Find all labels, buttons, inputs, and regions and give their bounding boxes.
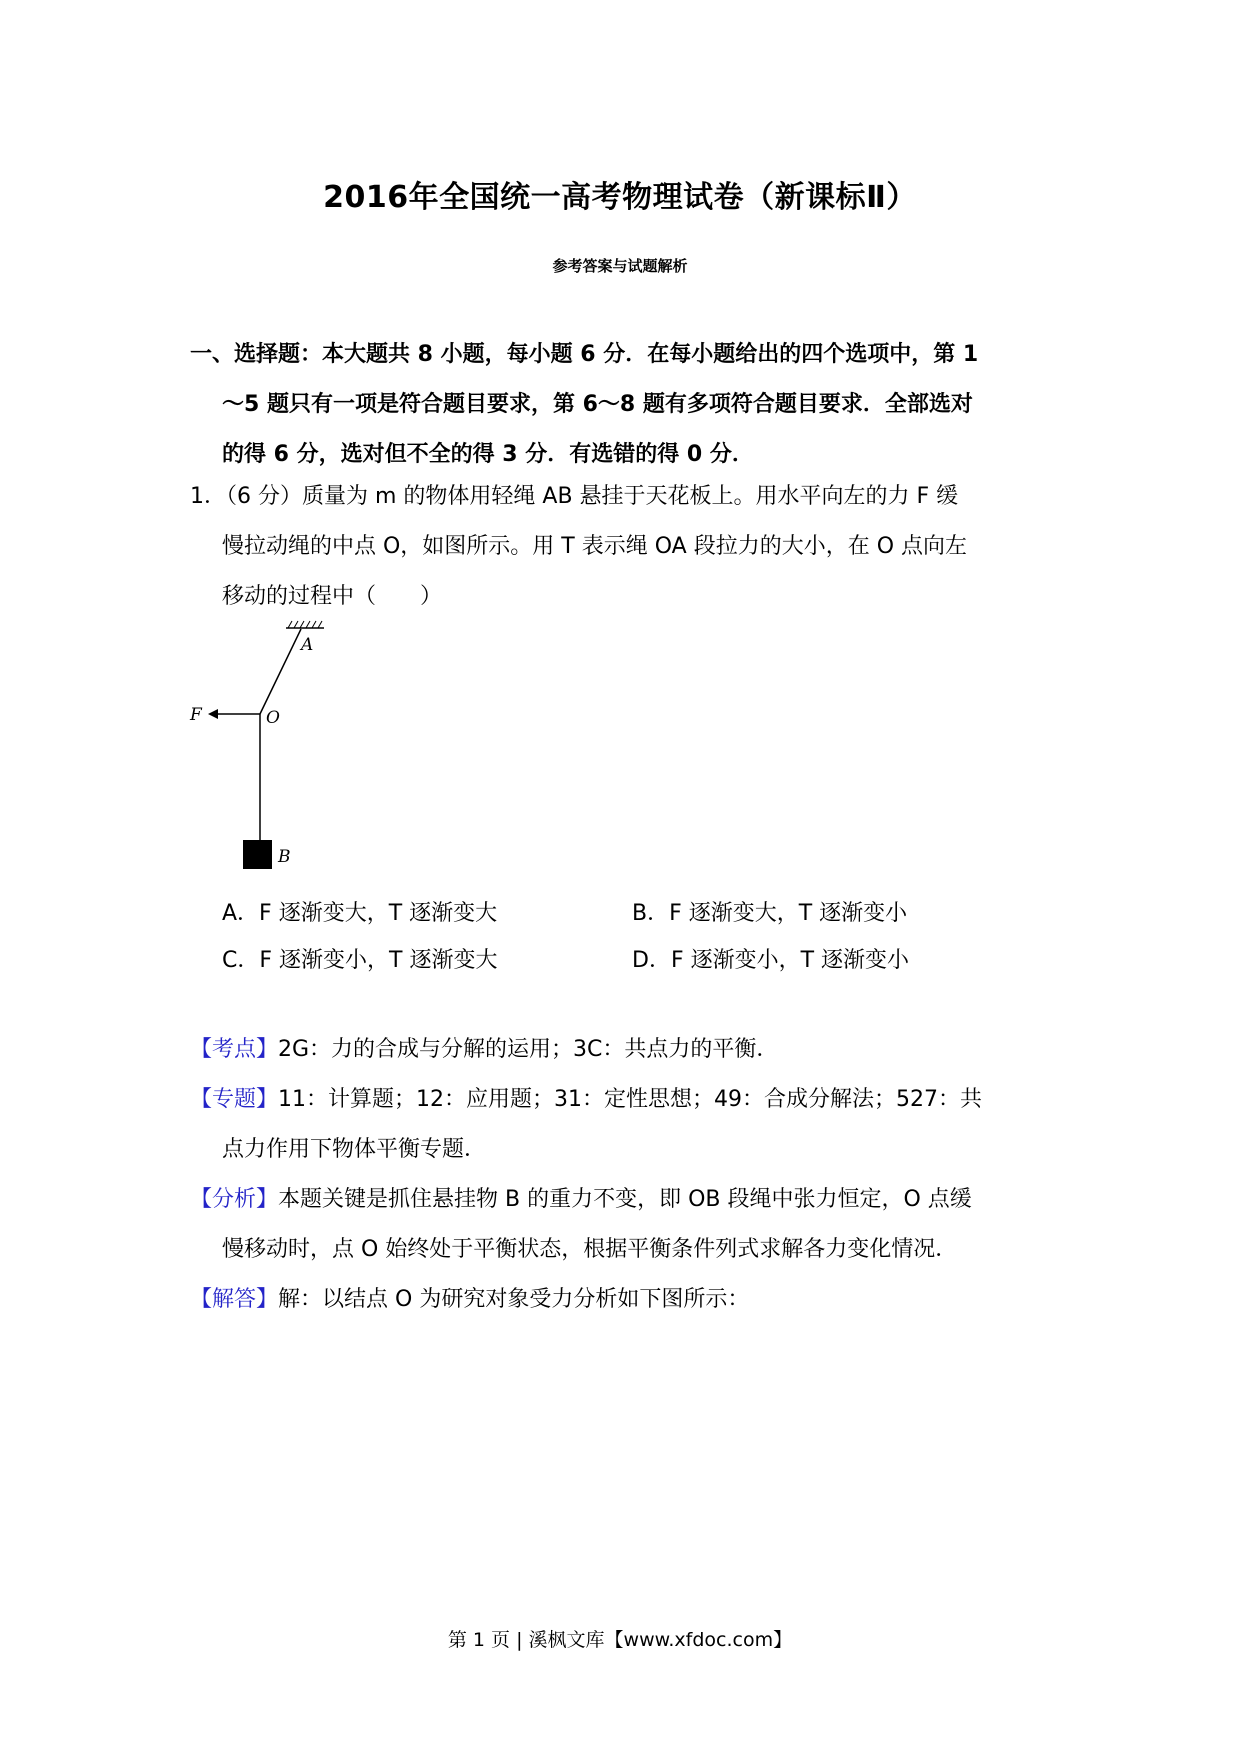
label-b: B: [278, 847, 291, 867]
kaodian-line: [190, 1025, 1060, 1075]
hanging-mass: [243, 840, 272, 869]
zhuanti-line-2: 点力作用下物体平衡专题．: [222, 1137, 487, 1162]
question-line: 移动的过程中（ ）: [222, 584, 443, 609]
rope-oa: [260, 629, 301, 714]
ceiling-support: [286, 621, 324, 628]
fenxi-line-2: 慢移动时，点 O 始终处于平衡状态，根据平衡条件列式求解各力变化情况．: [222, 1237, 958, 1262]
option-b: B．F 逐渐变大，T 逐渐变小: [632, 901, 908, 926]
question-1-stem: [190, 472, 1060, 622]
jieda-tag: 【解答】: [190, 1287, 279, 1312]
page-footer: 第 1 页 | 溪枫文库【www.xfdoc.com】: [447, 1629, 793, 1651]
jieda-line: [190, 1275, 1060, 1325]
options-row: [222, 935, 1042, 982]
force-arrowhead: [208, 709, 218, 719]
page-title: 2016年全国统一高考物理试卷（新课标Ⅱ）: [323, 180, 917, 215]
options-row: [222, 888, 1042, 935]
fenxi-tag: 【分析】: [190, 1187, 279, 1212]
answer-analysis: [190, 1025, 1060, 1325]
label-f: F: [190, 705, 202, 725]
kaodian-text: 2G：力的合成与分解的运用；3C：共点力的平衡．: [278, 1037, 779, 1062]
fenxi-line: [190, 1175, 1060, 1225]
fenxi-text: 本题关键是抓住悬挂物 B 的重力不变，即 OB 段绳中张力恒定，O 点缓: [278, 1187, 972, 1212]
question-line: 慢拉动绳的中点 O，如图所示。用 T 表示绳 OA 段拉力的大小，在 O 点向左: [222, 534, 968, 559]
label-a: A: [301, 635, 314, 655]
zhuanti-tag: 【专题】: [190, 1087, 279, 1112]
label-o: O: [266, 708, 280, 728]
jieda-text: 解：以结点 O 为研究对象受力分析如下图所示：: [278, 1287, 750, 1312]
option-c: C．F 逐渐变小，T 逐渐变大: [222, 948, 498, 973]
page-subtitle: 参考答案与试题解析: [552, 257, 688, 275]
option-d: D．F 逐渐变小，T 逐渐变小: [632, 948, 910, 973]
section-heading-line: ～5 题只有一项是符合题目要求，第 6～8 题有多项符合题目要求．全部选对: [222, 392, 973, 417]
zhuanti-line: [190, 1075, 1060, 1125]
answer-options: [222, 888, 1042, 982]
section-heading: [190, 330, 1060, 480]
kaodian-tag: 【考点】: [190, 1037, 279, 1062]
rope-force-diagram: [188, 618, 328, 874]
question-line: 1．（6 分）质量为 m 的物体用轻绳 AB 悬挂于天花板上。用水平向左的力 F 缓: [190, 484, 959, 509]
zhuanti-text: 11：计算题；12：应用题；31：定性思想；49：合成分解法；527：共: [278, 1087, 982, 1112]
section-heading-line: 一、选择题：本大题共 8 小题，每小题 6 分．在每小题给出的四个选项中，第 1: [190, 342, 979, 367]
section-heading-line: 的得 6 分，选对但不全的得 3 分．有选错的得 0 分．: [222, 442, 754, 467]
option-a: A．F 逐渐变大，T 逐渐变大: [222, 901, 498, 926]
